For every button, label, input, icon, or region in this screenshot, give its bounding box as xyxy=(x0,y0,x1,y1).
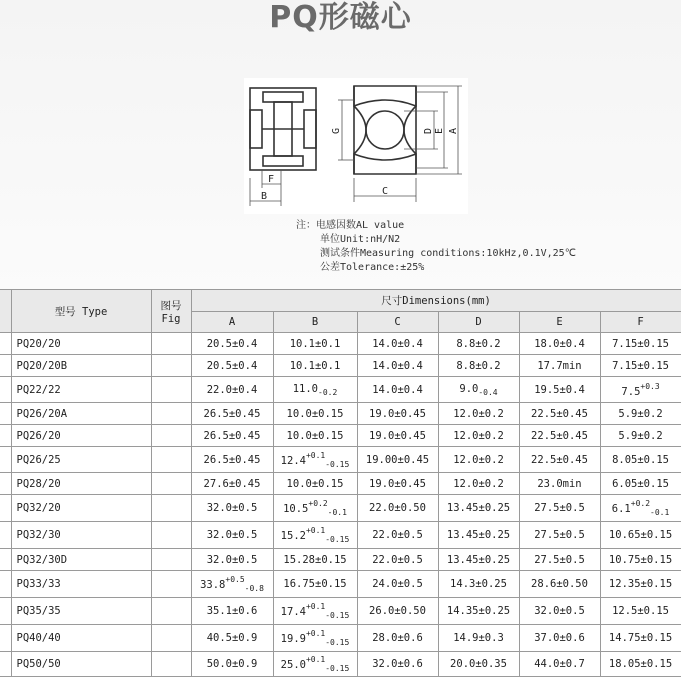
dimension-cell-d xyxy=(438,447,519,473)
lower-tolerance: -0.15 xyxy=(325,664,350,673)
dimension-cell-b xyxy=(273,403,357,425)
dimension-value: 19.5±0.4 xyxy=(534,383,585,396)
table-row xyxy=(0,625,681,652)
upper-tolerance: +0.1 xyxy=(305,655,326,664)
dimension-cell-b xyxy=(273,333,357,355)
table-row xyxy=(0,495,681,522)
row-stub xyxy=(0,598,11,625)
dimension-value: 14.3±0.25 xyxy=(450,578,507,590)
dimension-value: 19.0±0.45 xyxy=(369,429,426,442)
dimension-cell-e xyxy=(519,598,600,625)
dimension-value: 27.6±0.45 xyxy=(203,477,261,490)
dimension-cell-e xyxy=(519,403,600,425)
dimension-value: 28.0±0.6 xyxy=(372,632,423,644)
type-cell: PQ26/25 xyxy=(11,447,151,473)
dimension-cell-e xyxy=(519,571,600,598)
dimension-cell-e xyxy=(519,447,600,473)
lower-tolerance: -0.15 xyxy=(325,611,350,620)
table-row xyxy=(0,473,681,495)
top-view-outline xyxy=(354,86,416,174)
lower-tolerance: -0.15 xyxy=(325,638,350,647)
dimension-cell-d xyxy=(438,403,519,425)
dimension-cell-e xyxy=(519,625,600,652)
dimension-value: 6.05±0.15 xyxy=(612,477,669,490)
dimension-cell-b xyxy=(273,652,357,677)
dimension-value: 10.0±0.15 xyxy=(286,407,344,420)
row-stub xyxy=(0,447,11,473)
lower-tolerance: -0.8 xyxy=(244,584,264,593)
dimension-value: 12.5±0.15 xyxy=(612,605,669,617)
note-conditions: 测试条件Measuring conditions:10kHz,0.1V,25℃ xyxy=(320,248,576,259)
dimension-cell-b xyxy=(273,377,357,403)
dimension-value: 13.45±0.25 xyxy=(446,529,511,541)
dimension-value: 32.0±0.5 xyxy=(206,529,258,541)
dimension-cell-f xyxy=(600,447,681,473)
dimension-cell-e xyxy=(519,652,600,677)
dimension-value: 9.0 xyxy=(459,382,479,395)
dimension-value: 20.5±0.4 xyxy=(206,359,258,372)
dimension-value: 27.5±0.5 xyxy=(534,553,585,566)
table-row xyxy=(0,598,681,625)
dimension-value: 19.00±0.45 xyxy=(365,453,430,466)
dimension-value: 14.0±0.4 xyxy=(372,383,423,396)
dimension-value: 32.0±0.6 xyxy=(372,658,423,670)
type-cell: PQ20/20B xyxy=(11,355,151,377)
dimension-cell-d xyxy=(438,598,519,625)
notes-block xyxy=(296,219,576,275)
dimension-value: 15.2 xyxy=(280,530,306,542)
dimension-value: 23.0min xyxy=(537,477,582,490)
dimension-cell-b xyxy=(273,495,357,522)
column-header-d: D xyxy=(438,312,519,333)
dimension-cell-a xyxy=(191,652,273,677)
type-cell: PQ50/50 xyxy=(11,652,151,677)
dimension-value: 50.0±0.9 xyxy=(206,658,258,670)
type-cell: PQ26/20A xyxy=(11,403,151,425)
dimension-cell-a xyxy=(191,598,273,625)
dimension-value: 14.0±0.4 xyxy=(372,337,423,350)
table-row xyxy=(0,652,681,677)
dimension-value: 28.6±0.50 xyxy=(531,578,588,590)
dimension-value: 20.5±0.4 xyxy=(206,337,258,350)
fig-cell xyxy=(151,447,191,473)
dimension-cell-b xyxy=(273,598,357,625)
dimension-cell-d xyxy=(438,473,519,495)
dimension-value: 19.0±0.45 xyxy=(369,477,426,490)
dimension-value: 26.0±0.50 xyxy=(369,605,426,617)
upper-tolerance: +0.1 xyxy=(305,450,326,460)
core-outline-svg xyxy=(244,78,468,214)
column-header-f: F xyxy=(600,312,681,333)
fig-cell xyxy=(151,522,191,549)
fig-cell xyxy=(151,425,191,447)
dimension-cell-b xyxy=(273,625,357,652)
dimension-cell-a xyxy=(191,377,273,403)
upper-tolerance: +0.3 xyxy=(640,381,660,391)
lower-tolerance: -0.4 xyxy=(478,387,498,397)
table-row xyxy=(0,447,681,473)
row-stub xyxy=(0,377,11,403)
dimension-value: 33.8 xyxy=(200,579,226,591)
dimension-cell-a xyxy=(191,447,273,473)
dimension-cell-b xyxy=(273,473,357,495)
dimension-cell-d xyxy=(438,522,519,549)
dimension-cell-d xyxy=(438,355,519,377)
dimension-value: 22.0±0.50 xyxy=(369,502,426,514)
dimension-value: 6.1 xyxy=(611,503,631,515)
dimension-cell-e xyxy=(519,522,600,549)
dimension-value: 18.0±0.4 xyxy=(534,337,585,350)
table-row xyxy=(0,522,681,549)
dimension-value: 26.5±0.45 xyxy=(203,407,261,420)
dimension-cell-f xyxy=(600,377,681,403)
dimension-value: 10.5 xyxy=(283,503,309,515)
dimension-value: 5.9±0.2 xyxy=(618,429,663,442)
dimension-value: 17.4 xyxy=(280,606,306,618)
column-header-b: B xyxy=(273,312,357,333)
dimension-value: 10.75±0.15 xyxy=(608,553,673,566)
table-row xyxy=(0,425,681,447)
dimension-cell-b xyxy=(273,447,357,473)
dimension-value: 17.7min xyxy=(537,359,582,372)
dimension-value: 16.75±0.15 xyxy=(283,578,347,590)
dimension-value: 15.28±0.15 xyxy=(283,553,347,566)
dimension-value: 11.0 xyxy=(292,382,319,395)
dimension-value: 35.1±0.6 xyxy=(206,605,258,617)
fig-cell xyxy=(151,355,191,377)
dim-label-d: D xyxy=(423,127,434,134)
fig-cell xyxy=(151,333,191,355)
table-row xyxy=(0,403,681,425)
type-cell: PQ22/22 xyxy=(11,377,151,403)
dim-label-e: E xyxy=(434,127,445,134)
dimension-value: 12.4 xyxy=(280,454,306,467)
dimension-cell-d xyxy=(438,425,519,447)
upper-tolerance: +0.1 xyxy=(305,526,326,535)
row-stub xyxy=(0,571,11,598)
dimension-cell-c xyxy=(357,403,438,425)
upper-tolerance: +0.1 xyxy=(305,602,326,611)
dimension-cell-b xyxy=(273,571,357,598)
dimension-value: 14.9±0.3 xyxy=(453,632,504,644)
dim-label-c: C xyxy=(382,186,389,197)
dimension-cell-f xyxy=(600,549,681,571)
dim-label-a: A xyxy=(448,127,459,134)
dimension-cell-c xyxy=(357,549,438,571)
dimension-value: 8.05±0.15 xyxy=(612,453,669,466)
dimension-value: 27.5±0.5 xyxy=(534,529,585,541)
dimension-value: 8.8±0.2 xyxy=(456,359,501,372)
pq-core-drawing xyxy=(244,78,468,214)
table-row xyxy=(0,333,681,355)
dimension-cell-a xyxy=(191,625,273,652)
row-stub xyxy=(0,355,11,377)
dimension-value: 19.9 xyxy=(280,633,306,645)
dim-label-b: B xyxy=(261,191,268,202)
dimension-value: 24.0±0.5 xyxy=(372,578,423,590)
row-stub xyxy=(0,625,11,652)
dimension-cell-a xyxy=(191,403,273,425)
dimension-cell-e xyxy=(519,377,600,403)
dimension-cell-e xyxy=(519,355,600,377)
dimension-value: 22.5±0.45 xyxy=(531,453,588,466)
fig-cell xyxy=(151,598,191,625)
dimension-value: 22.5±0.45 xyxy=(531,407,588,420)
dimension-value: 10.65±0.15 xyxy=(608,529,673,541)
type-cell: PQ20/20 xyxy=(11,333,151,355)
dimension-cell-c xyxy=(357,495,438,522)
dimension-value: 14.35±0.25 xyxy=(446,605,511,617)
dimension-cell-f xyxy=(600,598,681,625)
upper-tolerance: +0.5 xyxy=(225,575,245,584)
header-type: 型号 Type xyxy=(11,290,151,333)
dimension-cell-b xyxy=(273,522,357,549)
row-stub xyxy=(0,495,11,522)
dimension-value: 7.5 xyxy=(621,385,641,398)
dimension-value: 10.0±0.15 xyxy=(286,477,344,490)
dimension-cell-b xyxy=(273,355,357,377)
fig-cell xyxy=(151,571,191,598)
dimension-cell-b xyxy=(273,425,357,447)
dimension-cell-c xyxy=(357,571,438,598)
dimension-cell-a xyxy=(191,473,273,495)
type-cell: PQ40/40 xyxy=(11,625,151,652)
note-al-value: 注：电感因数AL value xyxy=(296,220,405,231)
dimension-value: 37.0±0.6 xyxy=(534,632,585,644)
dimension-cell-d xyxy=(438,377,519,403)
upper-tolerance: +0.2 xyxy=(630,499,651,508)
dimension-cell-c xyxy=(357,425,438,447)
lower-tolerance: -0.1 xyxy=(327,508,347,517)
type-cell: PQ28/20 xyxy=(11,473,151,495)
column-header-c: C xyxy=(357,312,438,333)
column-header-e: E xyxy=(519,312,600,333)
row-stub xyxy=(0,333,11,355)
type-cell: PQ35/35 xyxy=(11,598,151,625)
dimension-cell-e xyxy=(519,333,600,355)
row-stub xyxy=(0,549,11,571)
dimension-cell-c xyxy=(357,522,438,549)
dimension-cell-c xyxy=(357,598,438,625)
header-fig-bottom: Fig xyxy=(161,312,181,325)
dimension-cell-d xyxy=(438,333,519,355)
lower-tolerance: -0.15 xyxy=(325,459,350,469)
row-stub xyxy=(0,652,11,677)
dimension-cell-f xyxy=(600,473,681,495)
header-fig xyxy=(151,290,191,333)
table-row xyxy=(0,377,681,403)
dimension-value: 12.0±0.2 xyxy=(453,453,504,466)
type-cell: PQ26/20 xyxy=(11,425,151,447)
row-stub-header xyxy=(0,290,11,333)
dimension-cell-c xyxy=(357,652,438,677)
dimension-value: 7.15±0.15 xyxy=(612,337,669,350)
fig-cell xyxy=(151,625,191,652)
dimension-value: 22.0±0.5 xyxy=(372,553,423,566)
dim-label-f: F xyxy=(268,174,275,185)
lower-tolerance: -0.15 xyxy=(325,535,350,544)
dimension-value: 32.0±0.5 xyxy=(206,502,258,514)
table-body xyxy=(0,333,681,677)
dimensions-table xyxy=(0,289,681,677)
dimension-value: 14.75±0.15 xyxy=(608,632,673,644)
upper-tolerance: +0.1 xyxy=(305,629,326,638)
dimension-value: 12.0±0.2 xyxy=(453,407,504,420)
note-unit: 单位Unit:nH/N2 xyxy=(320,234,401,245)
dimension-cell-a xyxy=(191,571,273,598)
dimension-value: 20.0±0.35 xyxy=(450,658,507,670)
dimension-value: 10.1±0.1 xyxy=(289,359,341,372)
dimension-value: 7.15±0.15 xyxy=(612,359,669,372)
dimension-value: 13.45±0.25 xyxy=(446,502,511,514)
row-stub xyxy=(0,522,11,549)
dimension-value: 13.45±0.25 xyxy=(446,553,511,566)
dimension-cell-a xyxy=(191,333,273,355)
dimension-cell-f xyxy=(600,625,681,652)
dimension-cell-e xyxy=(519,473,600,495)
type-cell: PQ32/30 xyxy=(11,522,151,549)
lower-tolerance: -0.2 xyxy=(318,387,338,397)
dimension-cell-f xyxy=(600,355,681,377)
dimension-value: 12.35±0.15 xyxy=(608,578,673,590)
dimension-cell-c xyxy=(357,447,438,473)
dimension-value: 12.0±0.2 xyxy=(453,477,504,490)
dimension-cell-a xyxy=(191,495,273,522)
dimension-cell-c xyxy=(357,377,438,403)
dimension-value: 10.1±0.1 xyxy=(289,337,341,350)
dimension-value: 22.5±0.45 xyxy=(531,429,588,442)
row-stub xyxy=(0,403,11,425)
header-fig-top: 图号 xyxy=(160,299,182,312)
dimension-value: 22.0±0.5 xyxy=(372,529,423,541)
fig-cell xyxy=(151,495,191,522)
dimension-cell-f xyxy=(600,495,681,522)
dimension-cell-d xyxy=(438,625,519,652)
dimension-cell-f xyxy=(600,333,681,355)
dimension-cell-c xyxy=(357,473,438,495)
dimension-value: 18.05±0.15 xyxy=(608,658,673,670)
dimension-value: 19.0±0.45 xyxy=(369,407,426,420)
fig-cell xyxy=(151,403,191,425)
dimension-value: 14.0±0.4 xyxy=(372,359,423,372)
dimension-value: 26.5±0.45 xyxy=(203,429,261,442)
lower-tolerance: -0.1 xyxy=(650,508,670,517)
dimension-value: 32.0±0.5 xyxy=(206,553,258,566)
dimension-value: 32.0±0.5 xyxy=(534,605,585,617)
dimension-cell-e xyxy=(519,549,600,571)
dimension-value: 8.8±0.2 xyxy=(456,337,501,350)
dimension-value: 22.0±0.4 xyxy=(206,383,258,396)
dimension-cell-a xyxy=(191,522,273,549)
dimension-cell-f xyxy=(600,652,681,677)
fig-cell xyxy=(151,377,191,403)
note-tolerance: 公差Tolerance:±25% xyxy=(320,262,425,273)
fig-cell xyxy=(151,549,191,571)
dimension-value: 12.0±0.2 xyxy=(453,429,504,442)
dimension-cell-d xyxy=(438,495,519,522)
dimension-cell-f xyxy=(600,522,681,549)
dimension-cell-a xyxy=(191,549,273,571)
dimension-value: 27.5±0.5 xyxy=(534,502,585,514)
dimension-value: 25.0 xyxy=(280,659,306,671)
dimension-value: 10.0±0.15 xyxy=(286,429,344,442)
dimension-value: 44.0±0.7 xyxy=(534,658,585,670)
dimension-cell-d xyxy=(438,652,519,677)
type-cell: PQ32/30D xyxy=(11,549,151,571)
row-stub xyxy=(0,425,11,447)
dimension-cell-d xyxy=(438,571,519,598)
dimension-cell-d xyxy=(438,549,519,571)
dimension-value: 26.5±0.45 xyxy=(203,453,261,466)
type-cell: PQ32/20 xyxy=(11,495,151,522)
row-stub xyxy=(0,473,11,495)
page-title: PQ形磁心 xyxy=(269,0,412,35)
upper-tolerance: +0.2 xyxy=(308,499,328,508)
table-row xyxy=(0,571,681,598)
fig-cell xyxy=(151,473,191,495)
dimension-cell-c xyxy=(357,333,438,355)
dimension-cell-c xyxy=(357,625,438,652)
column-header-a: A xyxy=(191,312,273,333)
table-row xyxy=(0,355,681,377)
dimension-cell-f xyxy=(600,425,681,447)
dimension-cell-a xyxy=(191,425,273,447)
dimension-cell-b xyxy=(273,549,357,571)
dimension-value: 5.9±0.2 xyxy=(618,407,663,420)
table-row xyxy=(0,549,681,571)
dimension-cell-a xyxy=(191,355,273,377)
fig-cell xyxy=(151,652,191,677)
dimension-cell-e xyxy=(519,495,600,522)
dimension-cell-f xyxy=(600,403,681,425)
dimension-cell-e xyxy=(519,425,600,447)
dimension-value: 40.5±0.9 xyxy=(206,632,258,644)
header-dimensions: 尺寸Dimensions(mm) xyxy=(191,290,681,312)
dimension-cell-f xyxy=(600,571,681,598)
dim-label-g: G xyxy=(331,127,342,134)
dimension-cell-c xyxy=(357,355,438,377)
type-cell: PQ33/33 xyxy=(11,571,151,598)
